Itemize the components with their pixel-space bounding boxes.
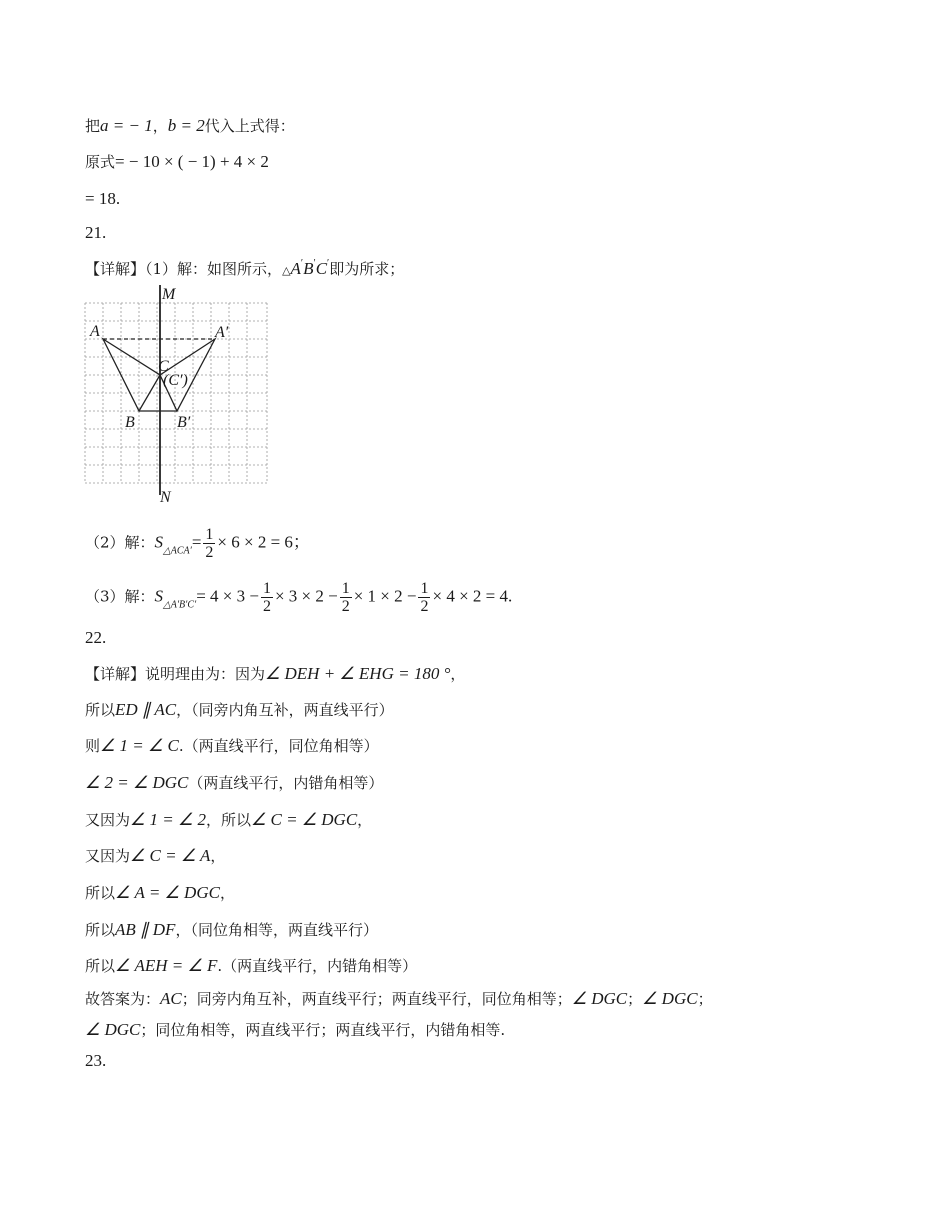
text: 把 [85,117,101,135]
question-21-number: 21. [85,223,107,242]
grid [85,303,267,483]
q22-line2: 所以ED ∥ AC，（同旁内角互补，两直线平行） [85,700,394,719]
label-b: B [125,414,135,431]
q21-part2: （2）解：$S_{\triangle ACA'}=$ $\frac{1}{2}$ × 6 × 2 = 6； [85,526,310,561]
q22-line5: 又因为∠ 1 = ∠ 2，所以∠ C = ∠ DGC， [85,810,373,829]
q22-line3: 则∠ 1 = ∠ C.（两直线平行，同位角相等） [85,736,379,755]
q22-line4: ∠ 2 = ∠ DGC（两直线平行，内错角相等） [85,773,384,792]
label-n: N [160,489,171,505]
q22-answer-line2: ∠ DGC；同位角相等，两直线平行；两直线平行，内错角相等. [85,1020,506,1039]
triangle-abc [103,339,160,411]
q22-answer-line1: 故答案为：AC；同旁内角互补，两直线平行；两直线平行，同位角相等；∠ DGC；∠ DGC； [85,989,713,1008]
label-b-prime: B′ [177,414,191,431]
q22-line6: 又因为∠ C = ∠ A， [85,846,226,865]
q21-part1: 【详解】（1）解：如图所示，△A′B′C′即为所求； [85,258,405,278]
symmetry-grid-figure [82,283,272,505]
line-result: = 18. [85,189,121,208]
fraction-half: $\frac{1}{2}$ [205,526,214,561]
q22-line8: 所以AB ∥ DF，（同位角相等，两直线平行） [85,920,378,939]
q22-line9: 所以∠ AEH = ∠ F.（两直线平行，内错角相等） [85,956,418,975]
detail-tag: 【详解】 [85,260,146,278]
question-22-number: 22. [85,628,107,647]
label-a-prime: A′ [215,324,229,341]
q22-line1: 【详解】说明理由为：因为∠ DEH + ∠ EHG = 180 °， [85,664,466,683]
math-a: a = − 1 [100,116,153,135]
line-original-expression: 原式= − 10 × ( − 1) + 4 × 2 [85,152,269,171]
question-23-number: 23. [85,1051,107,1070]
label-c: C [158,358,169,375]
q21-part3: （3）解：$S_{\triangle A'B'C'}= 4 \times 3$ − $\frac{1}{2}$ × 3 × 2 − $\frac{1}{2}$ × 1 × 2 − $\frac{1}{2}$ × 4 × 2 = 4. [85,580,513,615]
line-substitute: 把a = − 1，b = 2代入上式得： [85,116,295,135]
math-expr: = − 10 × ( − 1) + 4 × 2 [115,152,269,171]
q22-line7: 所以∠ A = ∠ DGC， [85,883,235,902]
math-b: b = 2 [167,116,205,135]
label-c-prime: (C′) [163,372,188,389]
label-m: M [162,286,176,303]
label-a: A [90,323,100,340]
